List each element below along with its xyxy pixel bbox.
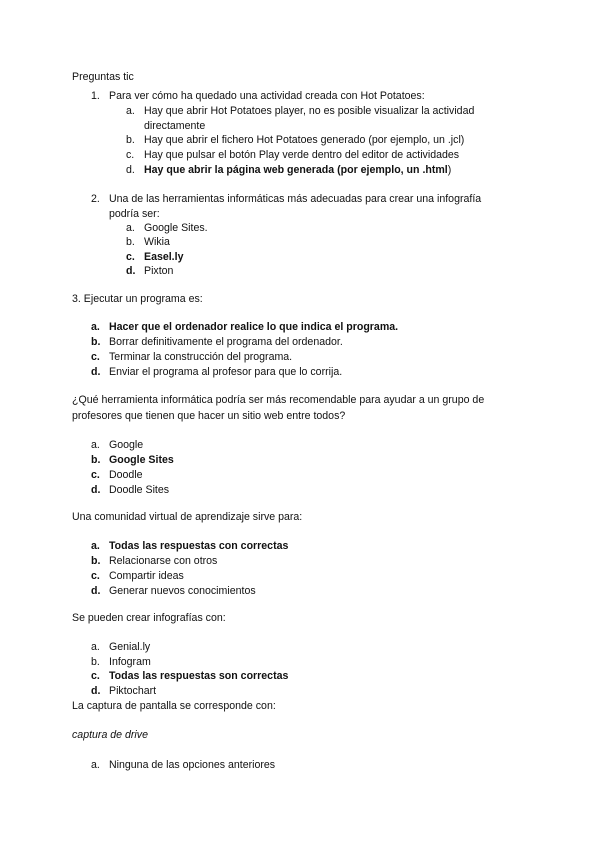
q7-option-a-text: Ninguna de las opciones anteriores xyxy=(109,759,276,771)
q3-text: 3. Ejecutar un programa es: xyxy=(72,293,203,305)
q6-option-d-marker: d. xyxy=(91,685,101,697)
q1-option-a-line2: directamente xyxy=(144,120,206,132)
q5-option-a-text: Todas las respuestas con correctas xyxy=(109,540,289,552)
q1-option-d-marker: d. xyxy=(126,164,135,176)
q1-option-b-text: Hay que abrir el fichero Hot Potatoes generado (por ejemplo, un .jcl) xyxy=(144,134,465,146)
q3-option-c-text: Terminar la construcción del programa. xyxy=(109,351,293,363)
q4-option-c-text: Doodle xyxy=(109,469,143,481)
q2-option-a-text: Google Sites. xyxy=(144,222,208,234)
q4-option-c-marker: c. xyxy=(91,469,100,481)
q6-option-b-text: Infogram xyxy=(109,656,151,668)
q5-option-b-text: Relacionarse con otros xyxy=(109,555,218,567)
q1-option-c-marker: c. xyxy=(126,149,135,161)
q2-text-line2: podría ser: xyxy=(109,208,160,220)
q2-option-d-text: Pixton xyxy=(144,265,174,277)
q5-option-c-marker: c. xyxy=(91,570,100,582)
q7-text: La captura de pantalla se corresponde con: xyxy=(72,700,276,712)
q6-option-d-text: Piktochart xyxy=(109,685,157,697)
q5-option-b-marker: b. xyxy=(91,555,101,567)
q2-option-c-marker: c. xyxy=(126,251,135,263)
document-title: Preguntas tic xyxy=(72,71,134,83)
q3-option-d-text: Enviar el programa al profesor para que lo corrija. xyxy=(109,366,343,378)
q2-text-line1: Una de las herramientas informáticas más adecuadas para crear una infografía xyxy=(109,193,482,205)
q6-option-a-marker: a. xyxy=(91,641,100,653)
q4-text-line2: profesores que tienen que hacer un sitio web entre todos? xyxy=(72,410,346,422)
q1-option-d-tail: ) xyxy=(447,164,452,176)
q1-option-d-text xyxy=(144,164,451,177)
q6-option-c-marker: c. xyxy=(91,670,100,682)
q3-option-c-marker: c. xyxy=(91,351,100,363)
q5-text: Una comunidad virtual de aprendizaje sirve para: xyxy=(72,511,303,523)
q3-option-b-text: Borrar definitivamente el programa del ordenador. xyxy=(109,336,343,348)
q4-option-d-marker: d. xyxy=(91,484,101,496)
q2-option-d-marker: d. xyxy=(126,265,136,277)
q7-option-a-marker: a. xyxy=(91,759,100,771)
q1-option-a-line1: Hay que abrir Hot Potatoes player, no es posible visualizar la actividad xyxy=(144,105,475,117)
q3-option-a-text: Hacer que el ordenador realice lo que indica el programa. xyxy=(109,321,399,333)
q1-option-a-marker: a. xyxy=(126,105,135,117)
q1-text: Para ver cómo ha quedado una actividad creada con Hot Potatoes: xyxy=(109,90,425,102)
q3-option-a-marker: a. xyxy=(91,321,100,333)
q2-number: 2. xyxy=(91,193,100,205)
q3-option-b-marker: b. xyxy=(91,336,101,348)
q1-option-d-bold: Hay que abrir la página web generada (por ejemplo, un .html xyxy=(144,164,448,176)
q6-option-a-text: Genial.ly xyxy=(109,641,151,653)
q5-option-d-text: Generar nuevos conocimientos xyxy=(109,585,256,597)
q2-option-b-text: Wikia xyxy=(144,236,170,248)
q4-option-b-text: Google Sites xyxy=(109,454,174,466)
q1-option-b-marker: b. xyxy=(126,134,135,146)
q1-option-c-text: Hay que pulsar el botón Play verde dentro del editor de actividades xyxy=(144,149,460,161)
q2-option-a-marker: a. xyxy=(126,222,135,234)
q5-option-a-marker: a. xyxy=(91,540,100,552)
q6-text: Se pueden crear infografías con: xyxy=(72,612,226,624)
q6-option-b-marker: b. xyxy=(91,656,100,668)
q4-option-a-text: Google xyxy=(109,439,144,451)
q2-option-c-text: Easel.ly xyxy=(144,251,184,263)
q4-option-b-marker: b. xyxy=(91,454,101,466)
q5-option-d-marker: d. xyxy=(91,585,101,597)
q1-number: 1. xyxy=(91,90,100,102)
q7-caption: captura de drive xyxy=(72,729,148,741)
q5-option-c-text: Compartir ideas xyxy=(109,570,184,582)
q3-option-d-marker: d. xyxy=(91,366,101,378)
q6-option-c-text: Todas las respuestas son correctas xyxy=(109,670,289,682)
q4-option-d-text: Doodle Sites xyxy=(109,484,170,496)
q4-option-a-marker: a. xyxy=(91,439,100,451)
q2-option-b-marker: b. xyxy=(126,236,135,248)
q4-text-line1: ¿Qué herramienta informática podría ser más recomendable para ayudar a un grupo de xyxy=(72,394,485,406)
